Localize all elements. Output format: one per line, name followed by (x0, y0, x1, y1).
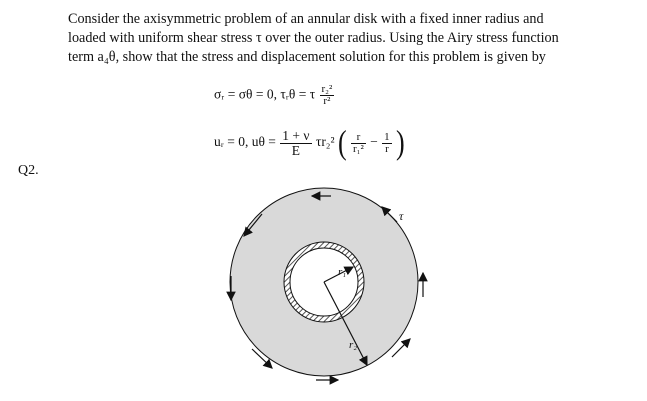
problem-line-2: loaded with uniform shear stress τ over the outer radius. Using the Airy stress function (68, 30, 559, 46)
disp-lhs: uᵣ = 0, uθ = (214, 134, 276, 150)
disp-f1-denominator: r₁² (353, 142, 364, 155)
disp-mid: τr₂² (315, 134, 335, 150)
right-paren: ) (396, 123, 405, 162)
disp-denominator: E (291, 142, 301, 158)
disp-f1-numerator: r (351, 132, 366, 144)
disp-f2-denominator: r (385, 142, 389, 155)
stress-denominator: r² (323, 95, 331, 107)
stress-lhs: σᵣ = σθ = 0, τᵣθ = τ (214, 86, 316, 102)
problem-line-3: term a₄θ, show that the stress and displacement solution for this problem is given by (68, 49, 546, 65)
stress-numerator: r₂² (321, 83, 333, 95)
r2-label: r₂ (349, 339, 358, 351)
r1-label: r₁ (338, 266, 347, 278)
question-label: Q2. (18, 163, 39, 178)
disp-f2-numerator: 1 (384, 130, 390, 143)
disp-minus: − (370, 134, 378, 150)
disp-numerator: 1 + ν (282, 127, 310, 143)
tau-label: τ (399, 209, 404, 223)
problem-line-1: Consider the axisymmetric problem of an annular disk with a fixed inner radius and (68, 11, 544, 27)
left-paren: ( (337, 123, 347, 162)
